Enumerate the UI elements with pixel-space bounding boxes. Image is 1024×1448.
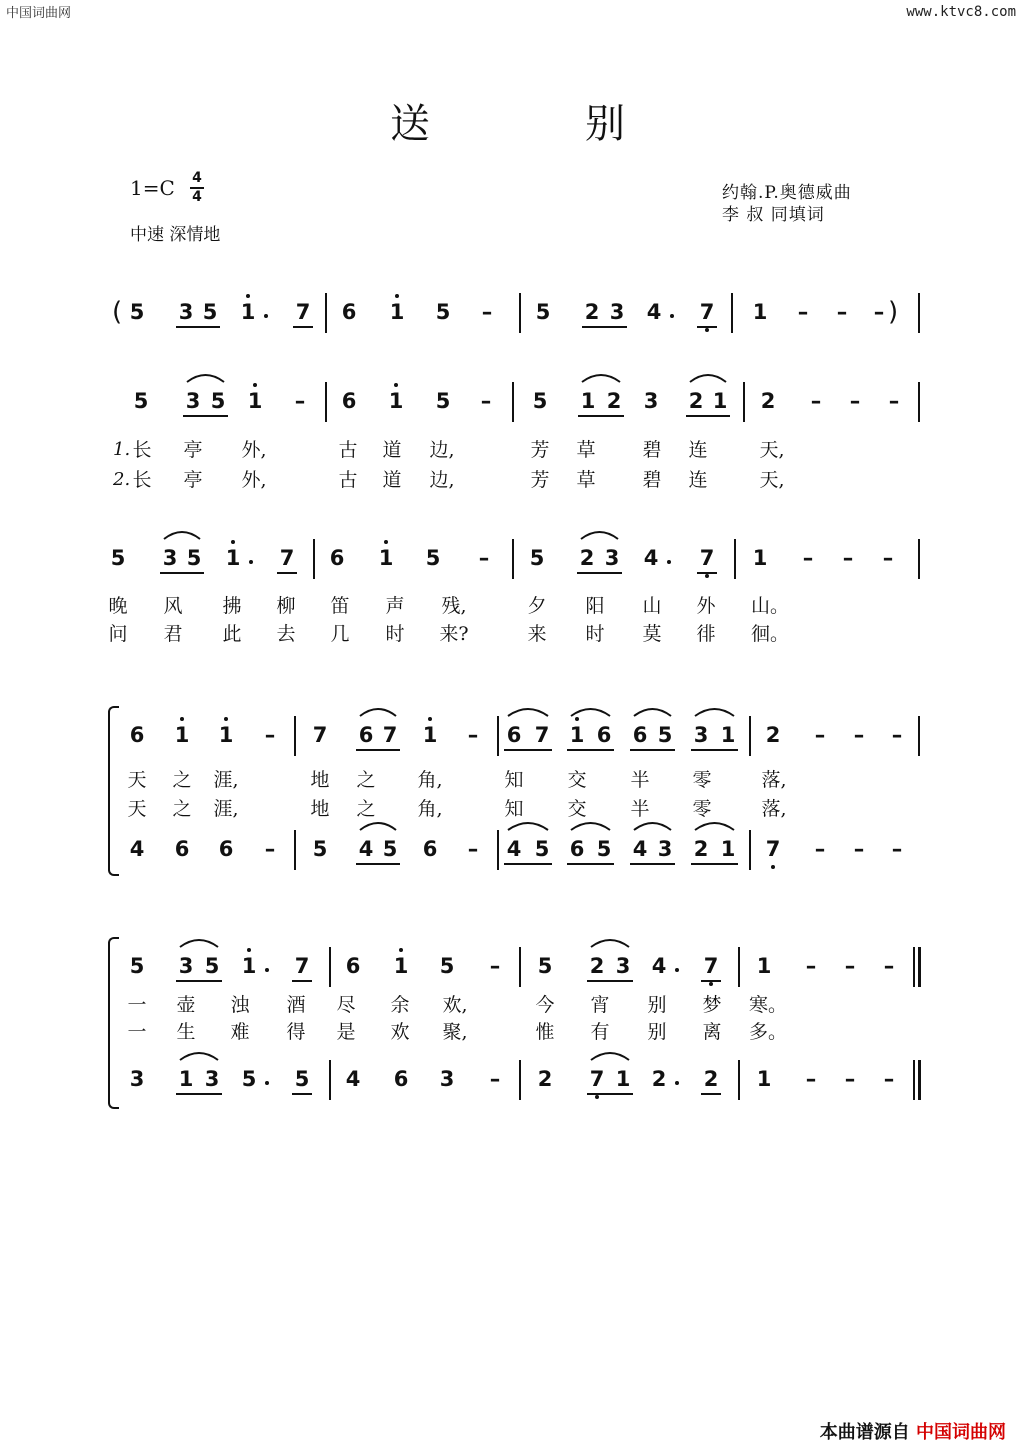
lyric: 余 <box>390 994 410 1016</box>
lyric: 边, <box>429 439 455 461</box>
slur <box>690 375 726 382</box>
slur <box>591 1053 629 1060</box>
note: 1 <box>241 954 257 978</box>
lyric: 得 <box>286 1021 306 1043</box>
note: 1 <box>247 389 263 413</box>
dash: – <box>802 546 814 570</box>
dash: – <box>882 546 894 570</box>
note: 1 <box>752 546 768 570</box>
lyric: 时 <box>585 623 605 645</box>
lyric: 落, <box>761 769 787 791</box>
note: 1 <box>422 723 438 747</box>
note: 3 <box>185 389 201 413</box>
lyric: 碧 <box>642 439 662 461</box>
dash: – <box>891 723 903 747</box>
note: 5 <box>241 1067 257 1091</box>
note: 3 <box>204 1067 220 1091</box>
dash: – <box>883 1067 895 1091</box>
lyric: 多。 <box>748 1021 788 1043</box>
note: 6 <box>632 723 648 747</box>
note: 7 <box>279 546 295 570</box>
note: 5 <box>133 389 149 413</box>
dash: – <box>891 837 903 861</box>
slur <box>164 532 200 539</box>
note: 4 <box>632 837 648 861</box>
note: 6 <box>341 300 357 324</box>
lyric: 欢, <box>442 994 468 1016</box>
tempo-marking: 中速 深情地 <box>130 225 221 245</box>
note: 1 <box>225 546 241 570</box>
lyric: 芳 <box>530 469 550 491</box>
note: 3 <box>162 546 178 570</box>
lyric: 草 <box>576 439 596 461</box>
note: 5 <box>202 300 218 324</box>
lyric: 是 <box>336 1021 356 1043</box>
note: 7 <box>699 546 715 570</box>
lyric: 聚, <box>442 1021 468 1043</box>
footer-source-text: 本曲谱源自 <box>819 1422 910 1443</box>
note: 2 <box>584 300 600 324</box>
note: 5 <box>534 837 550 861</box>
lyric: 徘 <box>696 623 716 645</box>
lyric: 天, <box>759 469 785 491</box>
note: 1 <box>752 300 768 324</box>
note: 6 <box>358 723 374 747</box>
note: 6 <box>341 389 357 413</box>
title-char-2: 别 <box>585 101 625 147</box>
note: 3 <box>129 1067 145 1091</box>
lyric: 酒 <box>286 994 306 1016</box>
lyric: 柳 <box>276 595 296 617</box>
dash: – <box>814 837 826 861</box>
verse-label-1: 1. <box>113 439 131 460</box>
note: 3 <box>657 837 673 861</box>
dash: – <box>810 389 822 413</box>
lyric: 君 <box>163 623 183 645</box>
note: 5 <box>129 300 145 324</box>
note: 6 <box>596 723 612 747</box>
note: 6 <box>174 837 190 861</box>
note: 3 <box>604 546 620 570</box>
paren-close: ) <box>888 297 899 327</box>
lyric: 之 <box>172 769 192 791</box>
lyric: 草 <box>576 469 596 491</box>
title-char-1: 送 <box>390 101 430 147</box>
lyric: 之 <box>172 798 192 820</box>
note: 3 <box>178 954 194 978</box>
lyric: 尽 <box>336 994 356 1016</box>
lyric: 残, <box>441 595 467 617</box>
lyric: 半 <box>630 798 650 820</box>
lyric: 之 <box>356 769 376 791</box>
note: 1 <box>720 837 736 861</box>
note: 7 <box>295 300 311 324</box>
lyric: 欢 <box>390 1021 410 1043</box>
note: 4 <box>345 1067 361 1091</box>
note: 1 <box>615 1067 631 1091</box>
lyric: 交 <box>567 769 587 791</box>
lyric: 碧 <box>642 469 662 491</box>
note: 4 <box>129 837 145 861</box>
lyric: 几 <box>330 623 350 645</box>
time-top: 4 <box>192 170 202 186</box>
lyric: 零 <box>692 798 712 820</box>
key-signature: 1=C <box>130 176 175 200</box>
note: 4 <box>651 954 667 978</box>
slur <box>571 709 610 716</box>
lyric: 道 <box>382 469 402 491</box>
note: 6 <box>218 837 234 861</box>
lyric: 交 <box>567 798 587 820</box>
dash: – <box>797 300 809 324</box>
lyric: 问 <box>108 623 128 645</box>
note: 5 <box>129 954 145 978</box>
note: 1 <box>389 300 405 324</box>
note: 1 <box>178 1067 194 1091</box>
lyric: 壶 <box>176 994 196 1016</box>
lyric: 角, <box>417 769 443 791</box>
note: 1 <box>569 723 585 747</box>
lyric: 梦 <box>702 994 722 1016</box>
slur <box>180 940 218 947</box>
dash: – <box>467 723 479 747</box>
note: 7 <box>534 723 550 747</box>
note: 3 <box>609 300 625 324</box>
lyric: 夕 <box>527 595 547 617</box>
footer-site-link[interactable]: 中国词曲网 <box>916 1422 1006 1443</box>
note: 2 <box>760 389 776 413</box>
slur <box>634 709 671 716</box>
note: 1 <box>174 723 190 747</box>
time-bottom: 4 <box>192 189 202 205</box>
note: 3 <box>439 1067 455 1091</box>
lyric: 角, <box>417 798 443 820</box>
note: 2 <box>693 837 709 861</box>
note: 7 <box>589 1067 605 1091</box>
lyric: 外, <box>241 469 267 491</box>
lyric: 浊 <box>230 994 250 1016</box>
dash: – <box>853 723 865 747</box>
note: 1 <box>756 1067 772 1091</box>
note: 2 <box>579 546 595 570</box>
lyric: 笛 <box>330 595 350 617</box>
slur <box>695 823 734 830</box>
lyric: 涯, <box>213 798 239 820</box>
note: 7 <box>312 723 328 747</box>
lyric: 来? <box>439 623 469 645</box>
note: 2 <box>651 1067 667 1091</box>
note: 5 <box>204 954 220 978</box>
note: 4 <box>506 837 522 861</box>
lyric: 天 <box>127 798 147 820</box>
lyric: 阳 <box>585 595 605 617</box>
lyric: 天 <box>127 769 147 791</box>
lyric: 此 <box>222 623 242 645</box>
dash: – <box>849 389 861 413</box>
dash: – <box>814 723 826 747</box>
note: 6 <box>506 723 522 747</box>
slur <box>581 532 618 539</box>
lyric: 长 <box>132 469 152 491</box>
dash: – <box>844 954 856 978</box>
lyric: 外 <box>696 595 716 617</box>
lyric: 知 <box>504 769 524 791</box>
dash: – <box>836 300 848 324</box>
lyric: 风 <box>163 595 183 617</box>
lyric: 外, <box>241 439 267 461</box>
site-header-left: 中国词曲网 <box>6 6 72 21</box>
note: 2 <box>765 723 781 747</box>
lyric: 连 <box>688 439 708 461</box>
slur <box>508 709 548 716</box>
note: 3 <box>615 954 631 978</box>
dash: – <box>883 954 895 978</box>
dash: – <box>888 389 900 413</box>
note: 5 <box>110 546 126 570</box>
lyric: 天, <box>759 439 785 461</box>
dash: – <box>805 1067 817 1091</box>
lyric: 知 <box>504 798 524 820</box>
note: 7 <box>703 954 719 978</box>
lyric: 别 <box>647 994 667 1016</box>
note: 6 <box>329 546 345 570</box>
dash: – <box>294 389 306 413</box>
lyric: 亭 <box>183 469 203 491</box>
slur <box>591 940 629 947</box>
note: 6 <box>129 723 145 747</box>
note: 1 <box>378 546 394 570</box>
note: 4 <box>358 837 374 861</box>
lyricist-credit: 李 叔 同填词 <box>722 205 825 225</box>
note: 1 <box>393 954 409 978</box>
lyric: 难 <box>230 1021 250 1043</box>
dash: – <box>489 954 501 978</box>
dash: – <box>264 837 276 861</box>
verse-label-2: 2. <box>113 469 131 490</box>
lyric: 古 <box>338 469 358 491</box>
note: 1 <box>388 389 404 413</box>
note: 5 <box>439 954 455 978</box>
note: 5 <box>435 300 451 324</box>
lyric: 古 <box>338 439 358 461</box>
note: 4 <box>643 546 659 570</box>
note: 5 <box>535 300 551 324</box>
dash: – <box>467 837 479 861</box>
note: 7 <box>765 837 781 861</box>
lyric: 之 <box>356 798 376 820</box>
lyric: 时 <box>385 623 405 645</box>
lyric: 别 <box>647 1021 667 1043</box>
note: 5 <box>425 546 441 570</box>
lyric: 徊。 <box>750 623 790 645</box>
note: 5 <box>382 837 398 861</box>
lyric: 今 <box>535 994 555 1016</box>
lyric: 拂 <box>222 595 242 617</box>
note: 4 <box>646 300 662 324</box>
lyric: 半 <box>630 769 650 791</box>
note: 2 <box>606 389 622 413</box>
note: 2 <box>688 389 704 413</box>
slur <box>695 709 734 716</box>
lyric: 惟 <box>535 1021 555 1043</box>
note: 5 <box>657 723 673 747</box>
lyric: 涯, <box>213 769 239 791</box>
lyric: 地 <box>310 769 330 791</box>
lyric: 生 <box>176 1021 196 1043</box>
note: 5 <box>312 837 328 861</box>
dash: – <box>478 546 490 570</box>
slur <box>180 1053 218 1060</box>
dash: – <box>842 546 854 570</box>
note: 7 <box>294 954 310 978</box>
slur <box>508 823 548 830</box>
note: 5 <box>529 546 545 570</box>
lyric: 亭 <box>183 439 203 461</box>
lyric: 声 <box>385 595 405 617</box>
slur <box>187 375 224 382</box>
lyric: 有 <box>590 1021 610 1043</box>
note: 5 <box>596 837 612 861</box>
lyric: 莫 <box>642 623 662 645</box>
lyric: 宵 <box>590 994 610 1016</box>
paren-open: ( <box>112 297 123 327</box>
lyric: 来 <box>527 623 547 645</box>
note: 2 <box>589 954 605 978</box>
lyric: 山。 <box>750 595 790 617</box>
note: 5 <box>294 1067 310 1091</box>
note: 7 <box>699 300 715 324</box>
note: 1 <box>240 300 256 324</box>
composer-credit: 约翰.P.奥德威曲 <box>722 183 852 203</box>
note: 7 <box>382 723 398 747</box>
lyric: 连 <box>688 469 708 491</box>
lyric: 地 <box>310 798 330 820</box>
note: 3 <box>178 300 194 324</box>
note: 6 <box>393 1067 409 1091</box>
lyric: 离 <box>702 1021 722 1043</box>
site-url[interactable]: www.ktvc8.com <box>906 4 1016 20</box>
dash: – <box>873 300 885 324</box>
note: 2 <box>703 1067 719 1091</box>
dash: – <box>264 723 276 747</box>
slur <box>571 823 610 830</box>
dash: – <box>853 837 865 861</box>
note: 5 <box>435 389 451 413</box>
footer-source <box>820 1418 1006 1444</box>
note: 3 <box>693 723 709 747</box>
lyric: 道 <box>382 439 402 461</box>
slur <box>582 375 620 382</box>
dash: – <box>805 954 817 978</box>
note: 1 <box>712 389 728 413</box>
lyric: 去 <box>276 623 296 645</box>
slur <box>634 823 671 830</box>
note: 5 <box>186 546 202 570</box>
note: 5 <box>210 389 226 413</box>
lyric: 边, <box>429 469 455 491</box>
note: 6 <box>422 837 438 861</box>
lyric: 晚 <box>108 595 128 617</box>
note: 6 <box>345 954 361 978</box>
slur <box>360 709 396 716</box>
note: 1 <box>720 723 736 747</box>
dash: – <box>481 300 493 324</box>
slur <box>360 823 396 830</box>
dash: – <box>480 389 492 413</box>
note: 1 <box>756 954 772 978</box>
note: 5 <box>537 954 553 978</box>
lyric: 芳 <box>530 439 550 461</box>
lyric: 落, <box>761 798 787 820</box>
note: 2 <box>537 1067 553 1091</box>
note: 1 <box>218 723 234 747</box>
note: 3 <box>643 389 659 413</box>
lyric: 寒。 <box>748 994 788 1016</box>
dash: – <box>489 1067 501 1091</box>
note: 1 <box>580 389 596 413</box>
lyric: 一 <box>127 994 147 1016</box>
note: 5 <box>532 389 548 413</box>
note: 6 <box>569 837 585 861</box>
dash: – <box>844 1067 856 1091</box>
lyric: 长 <box>132 439 152 461</box>
lyric: 零 <box>692 769 712 791</box>
lyric: 一 <box>127 1021 147 1043</box>
lyric: 山 <box>642 595 662 617</box>
